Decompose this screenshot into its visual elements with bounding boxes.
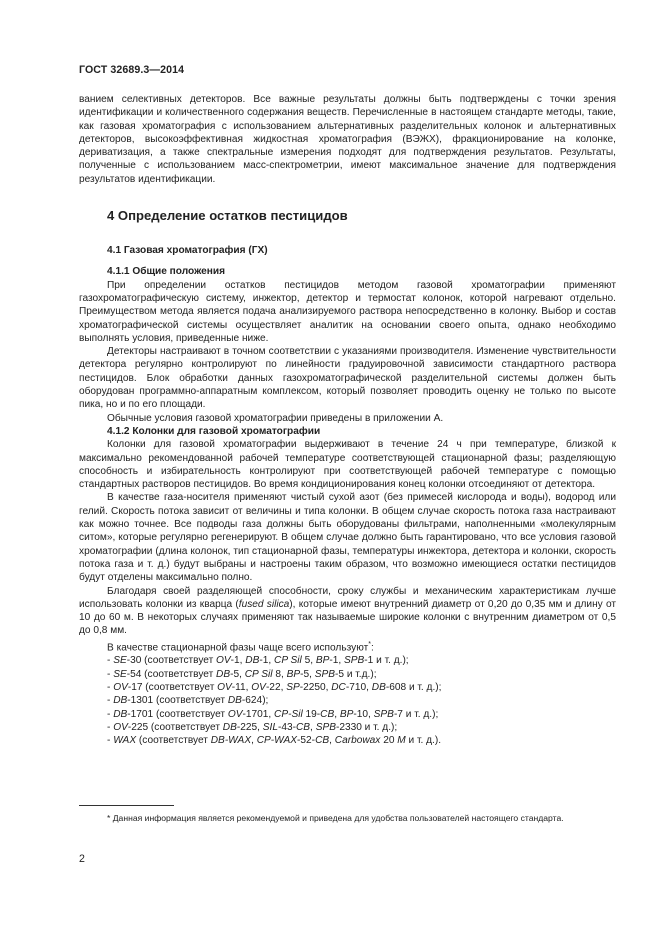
list-item: - SE-54 (соответствует DB-5, CP Sil 8, BP-5, SPB-5 и т.д.);: [107, 668, 377, 680]
section-4-title: 4 Определение остатков пестицидов: [107, 208, 348, 224]
section-4-1-title: 4.1 Газовая хроматография (ГХ): [107, 245, 268, 257]
list-item: - WAX (соответствует DB-WAX, CP-WAX-52-CB, Carbowax 20 M и т. д.).: [107, 735, 442, 747]
intro-paragraph: ванием селективных детекторов. Все важные результаты должны быть подтверждены с точки зрения идентификации и количественного содержания веществ. Перечисленные в настоящем стандарте методы, такие, как газовая хроматография с использованием альтернативных разделительных колонок и альтернативных детекторов, высокоэффективная жидкостная хроматография (ВЭЖХ), фракционирование на колонке, дериватизация, а также спектральные измерения подходят для подтверждения результатов. Результаты, полученные с использованием масс-спектрометрии, имеют максимальное значение для подтверждения результатов идентификации.: [79, 94, 616, 185]
footnote-divider: [79, 805, 174, 806]
paragraph: При определении остатков пестицидов методом газовой хроматографии применяют газохроматографическую систему, инжектор, детектор и термостат колонок, которой нагревают отдельно. Преимуществом метода является подача анализируемого раствора непосредственно в колонку. Выбор и состав хроматографической системы осуществляет аналитик на основании своего опыта, однако необходимо выполнять условия, приведенные ниже.: [79, 279, 616, 344]
list-item: - DB-1301 (соответствует DB-624);: [107, 695, 269, 707]
page-number: 2: [79, 853, 85, 865]
section-4-1-1-title: 4.1.1 Общие положения: [107, 266, 225, 278]
paragraph: Обычные условия газовой хроматографии приведены в приложении А.: [107, 412, 444, 424]
footnote-marker[interactable]: *: [368, 640, 371, 648]
list-item: - OV-17 (соответствует OV-11, OV-22, SP-2250, DC-710, DB-608 и т. д.);: [107, 681, 442, 693]
paragraph: Детекторы настраивают в точном соответствии с указаниями производителя. Изменение чувствительности детектора регулярно контролируют по линейности градуировочной зависимости стандартного раствора пестицидов. Блок обработки данных газохроматографической разделительной системы должен быть оборудован программно-аппаратным комплексом, который позволяет проводить оценку не только по высоте пика, но и по его площади.: [79, 346, 616, 411]
paragraph: В качестве газа-носителя применяют чистый сухой азот (без примесей кислорода и воды), водород или гелий. Скорость потока зависит от величины и типа колонки. В общем случае скорость потока газа настраивают как можно точнее. Все подводы газа должны быть оборудованы фильтрами, наполненными «молекулярным ситом», которые регулярно регенерируют. В общем случае должно быть гарантировано, что все условия газовой хроматографии (длина колонок, тип стационарной фазы, температуры инжектора, детектора и колонки, скорость потока газа и т. д.) будут выбраны и настроены таким образом, что возможно имеющиеся остатки пестицидов будут отделены максимально полно.: [79, 492, 616, 584]
footnote: * Данная информация является рекомендуемой и приведена для удобства пользователей настоящего стандарта.: [107, 813, 564, 823]
page-body: [79, 93, 616, 747]
paragraph: Колонки для газовой хроматографии выдерживают в течение 24 ч при температуре, близкой к максимально рекомендованной рабочей температуре соответствующей стационарной фазы; разделяющую способность и избирательность контролируют при соответствующей рабочей температуре с помощью стандартных растворов пестицидов. Во время кондиционирования конец колонки отсоединяют от детектора.: [79, 439, 616, 491]
list-item: - DB-1701 (соответствует OV-1701, CP-Sil 19-CB, BP-10, SPB-7 и т. д.);: [107, 708, 439, 720]
section-4-1-2-title: 4.1.2 Колонки для газовой хроматографии: [107, 425, 321, 437]
document-header: ГОСТ 32689.3—2014: [79, 64, 185, 76]
list-item: - SE-30 (соответствует OV-1, DB-1, CP Sil 5, BP-1, SPB-1 и т. д.);: [107, 655, 409, 667]
stationary-phase-list: [79, 654, 616, 747]
paragraph: Благодаря своей разделяющей способности, сроку службы и механическим характеристикам лучше использовать колонки из кварца (fused silica), которые имеют внутренний диаметр от 0,20 до 0,35 мм и длину от 10 до 60 м. В некоторых случаях применяют так называемые широкие колонки с внутренним диаметром от 0,5 до 0,8 мм.: [79, 585, 616, 637]
list-item: - OV-225 (соответствует DB-225, SIL-43-CB, SPB-2330 и т. д.);: [107, 721, 398, 733]
paragraph: В качестве стационарной фазы чаще всего используют*:: [107, 640, 374, 654]
